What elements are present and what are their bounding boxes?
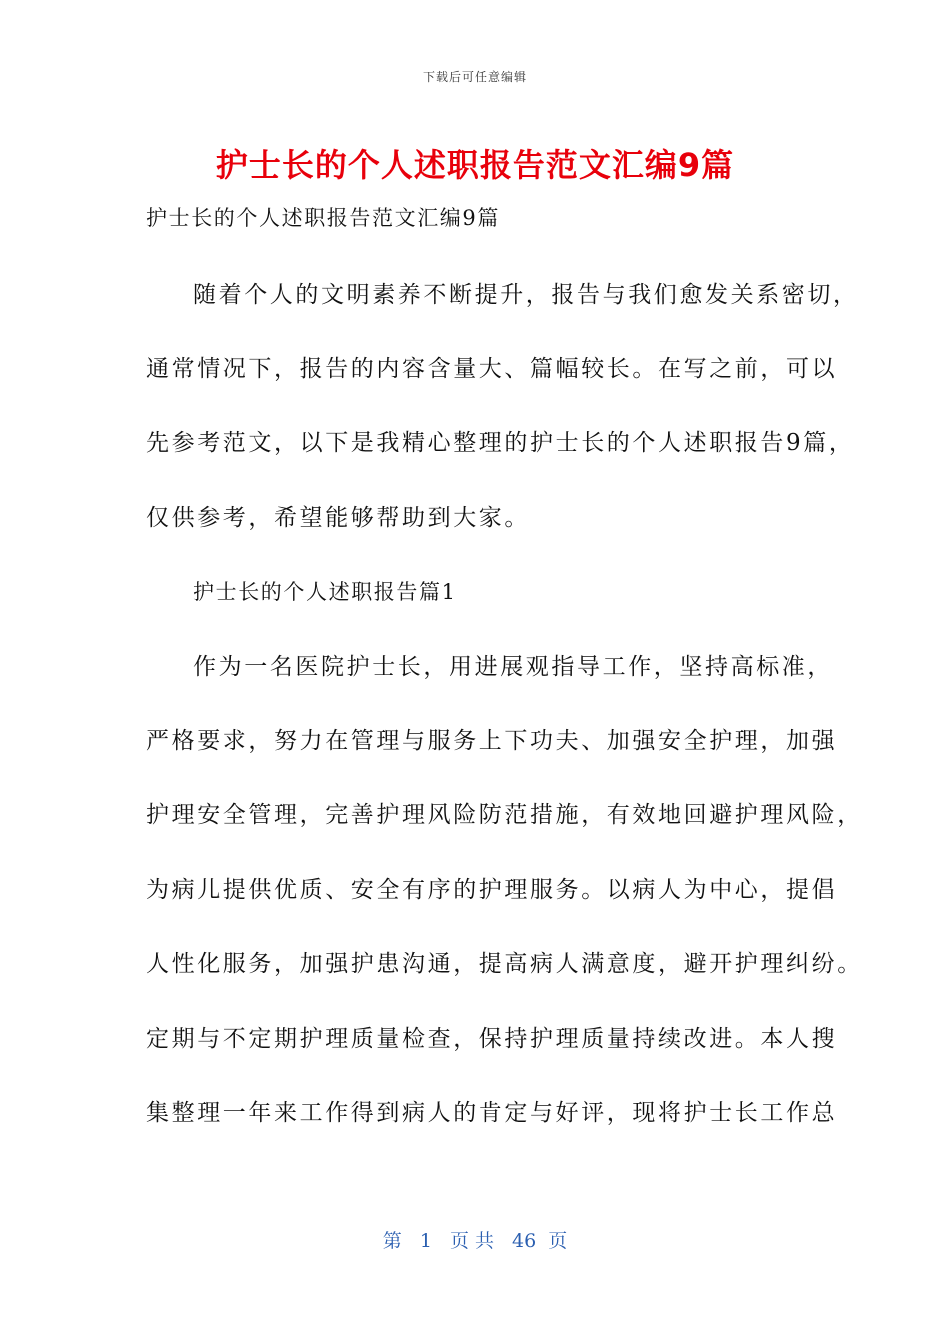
footer-total-pages: 46: [512, 1230, 537, 1252]
footer-mid: 页 共: [449, 1230, 494, 1252]
text-line: 集整理一年来工作得到病人的肯定与好评，现将护士长工作总: [146, 1100, 838, 1126]
text-line: 护理安全管理，完善护理风险防范措施，有效地回避护理风险，: [146, 802, 863, 828]
text-line: 护士长的个人述职报告范文汇编9篇: [146, 206, 500, 230]
text-line: 人性化服务，加强护患沟通，提高病人满意度，避开护理纠纷。: [146, 951, 863, 977]
document-title: 护士长的个人述职报告范文汇编9篇: [215, 146, 735, 184]
text-line: 定期与不定期护理质量检查，保持护理质量持续改进。本人搜: [146, 1026, 838, 1052]
text-line: 仅供参考，希望能够帮助到大家。: [146, 505, 530, 531]
text-line: 先参考范文，以下是我精心整理的护士长的个人述职报告9篇，: [146, 430, 855, 456]
text-line: 通常情况下，报告的内容含量大、篇幅较长。在写之前，可以: [146, 356, 838, 382]
page-footer: [0, 1226, 950, 1253]
text-line: 作为一名医院护士长，用进展观指导工作，坚持高标准，: [193, 654, 833, 680]
footer-prefix: 第: [382, 1230, 402, 1252]
text-line: 严格要求，努力在管理与服务上下功夫、加强安全护理，加强: [146, 728, 838, 754]
header-note: 下载后可任意编辑: [422, 70, 527, 84]
footer-page-number: 1: [419, 1230, 432, 1252]
footer-suffix: 页: [548, 1230, 568, 1252]
text-line: 为病儿提供优质、安全有序的护理服务。以病人为中心，提倡: [146, 877, 838, 903]
section-heading: 护士长的个人述职报告篇1: [193, 580, 457, 604]
text-line: 随着个人的文明素养不断提升，报告与我们愈发关系密切，: [193, 282, 859, 308]
